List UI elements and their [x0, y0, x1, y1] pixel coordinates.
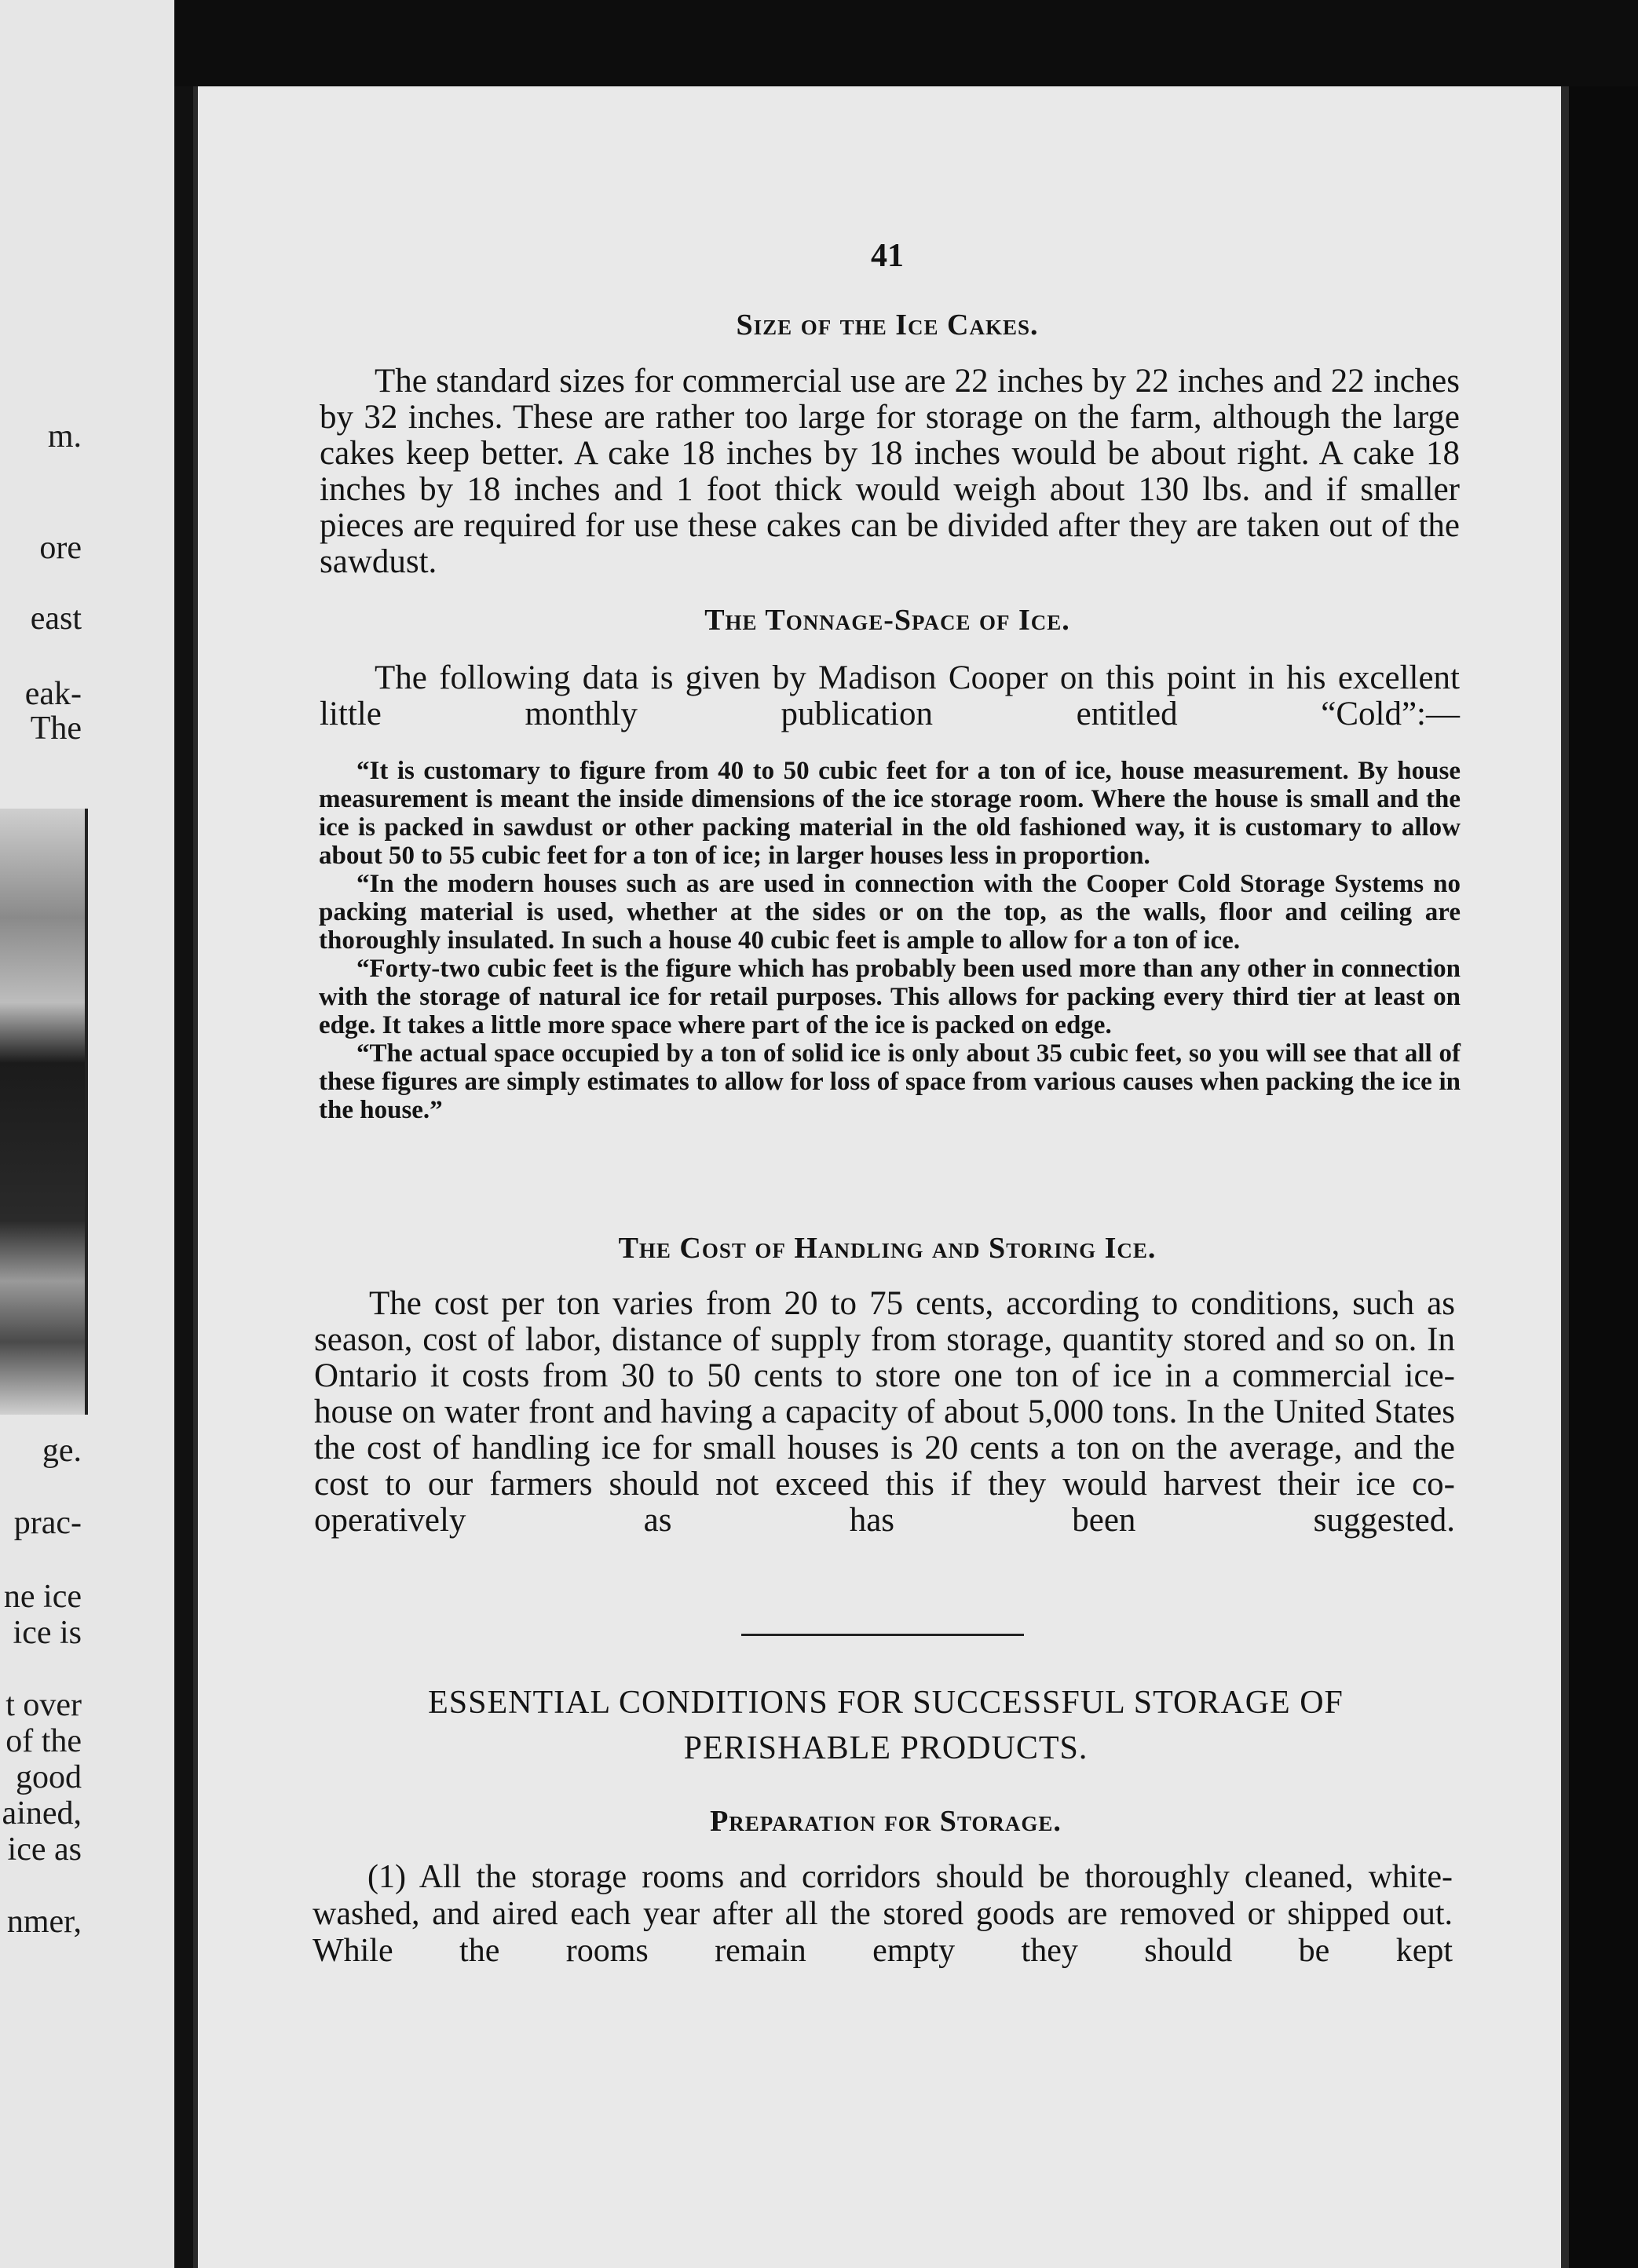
- left-page-text: of the: [5, 1723, 82, 1759]
- left-page-text: ne ice: [3, 1579, 82, 1615]
- left-page-fragment: [0, 0, 174, 2268]
- chapter-heading-line: ESSENTIAL CONDITIONS FOR SUCCESSFUL STORAGE OF: [428, 1685, 1344, 1721]
- page-number: 41: [871, 238, 904, 274]
- chapter-heading: [313, 1680, 1459, 1771]
- left-page-text: m.: [47, 418, 82, 455]
- paragraph-ice-cake-sizes: [320, 363, 1460, 580]
- left-page-text: eak-: [24, 676, 82, 712]
- paragraph-handling-cost: [314, 1286, 1455, 1539]
- scan-background: [1569, 86, 1638, 2268]
- left-page-text: prac-: [13, 1505, 82, 1541]
- paragraph-text: The cost per ton varies from 20 to 75 cents, according to conditions, such as season, cost of labor, distance of supply from storage, quantity stored and so on. In Ontario it costs from 30 to 50 cents to store one ton of ice in a commercial ice-house on water front and having a capacity of about 5,000 tons. In the United States the cost of handling ice for small houses is 20 cents a ton on the average, and the cost to our farmers should not exceed this if they would harvest their ice co-operatively as has been suggested.: [314, 1285, 1455, 1539]
- quote-paragraph: “It is customary to figure from 40 to 50 cubic feet for a ton of ice, house measurement. By house measurement is meant the inside dimensions of the ice storage room. Where the house is small and the ice is packed in sawdust or other packing material in the old fashioned way, it is customary to allow about 50 to 55 cubic feet for a ton of ice; in larger houses less in proportion.: [319, 757, 1461, 870]
- block-quotation: [319, 757, 1461, 1124]
- left-page-photograph: [0, 809, 88, 1415]
- section-divider: [741, 1634, 1024, 1636]
- book-gutter: [174, 86, 193, 2268]
- paragraph-preparation: [313, 1859, 1453, 1970]
- quote-paragraph: “Forty-two cubic feet is the figure which has probably been used more than any other in connection with the storage of natural ice for retail purposes. This allows for packing every third tier at least on edge. It takes a little more space where part of the ice is packed on edge.: [319, 955, 1461, 1039]
- paragraph-text: The standard sizes for commercial use are 22 inches by 22 inches and 22 inches by 32 inches. These are rather too large for storage on the farm, although the large cakes keep better. A cake 18 inches by 18 inches would be about right. A cake 18 inches by 18 inches and 1 foot thick would weigh about 130 lbs. and if smaller pieces are required for use these cakes can be divided after they are taken out of the sawdust.: [320, 363, 1460, 580]
- left-page-text: t over: [5, 1687, 82, 1723]
- paragraph-text: The following data is given by Madison Cooper on this point in his excellent little monthly publication entitled “Cold”:—: [320, 659, 1460, 732]
- paragraph-tonnage-intro: [320, 660, 1460, 732]
- quote-paragraph: “The actual space occupied by a ton of solid ice is only about 35 cubic feet, so you will see that all of these figures are simply estimates to allow for loss of space from various causes when packing the ice in the house.”: [319, 1039, 1461, 1124]
- left-page-text: ore: [39, 530, 82, 566]
- chapter-heading-line: PERISHABLE PRODUCTS.: [683, 1730, 1088, 1766]
- left-page-text: east: [30, 601, 82, 637]
- left-page-text: The: [30, 710, 82, 747]
- left-page-text: ice is: [13, 1615, 82, 1651]
- left-page-text: ice as: [7, 1832, 82, 1868]
- paragraph-text: (1) All the storage rooms and corridors should be thoroughly cleaned, white-washed, and aired each year after all the stored goods are removed or shipped out. While the rooms remain empty they should be kept: [313, 1859, 1453, 1969]
- left-page-text: ained,: [2, 1795, 82, 1832]
- left-page-text: nmer,: [6, 1904, 82, 1940]
- left-page-text: ge.: [42, 1433, 82, 1469]
- section-heading-ice-cakes: Size of the Ice Cakes.: [736, 309, 1039, 341]
- section-heading-cost: The Cost of Handling and Storing Ice.: [618, 1232, 1157, 1265]
- left-page-text: good: [16, 1759, 82, 1795]
- section-heading-tonnage-space: The Tonnage-Space of Ice.: [704, 604, 1070, 637]
- quote-paragraph: “In the modern houses such as are used in connection with the Cooper Cold Storage Systems no packing material is used, whether at the sides or on the top, as the walls, floor and ceiling are thoroughly insulated. In such a house 40 cubic feet is ample to allow for a ton of ice.: [319, 870, 1461, 955]
- section-heading-preparation: Preparation for Storage.: [710, 1805, 1062, 1838]
